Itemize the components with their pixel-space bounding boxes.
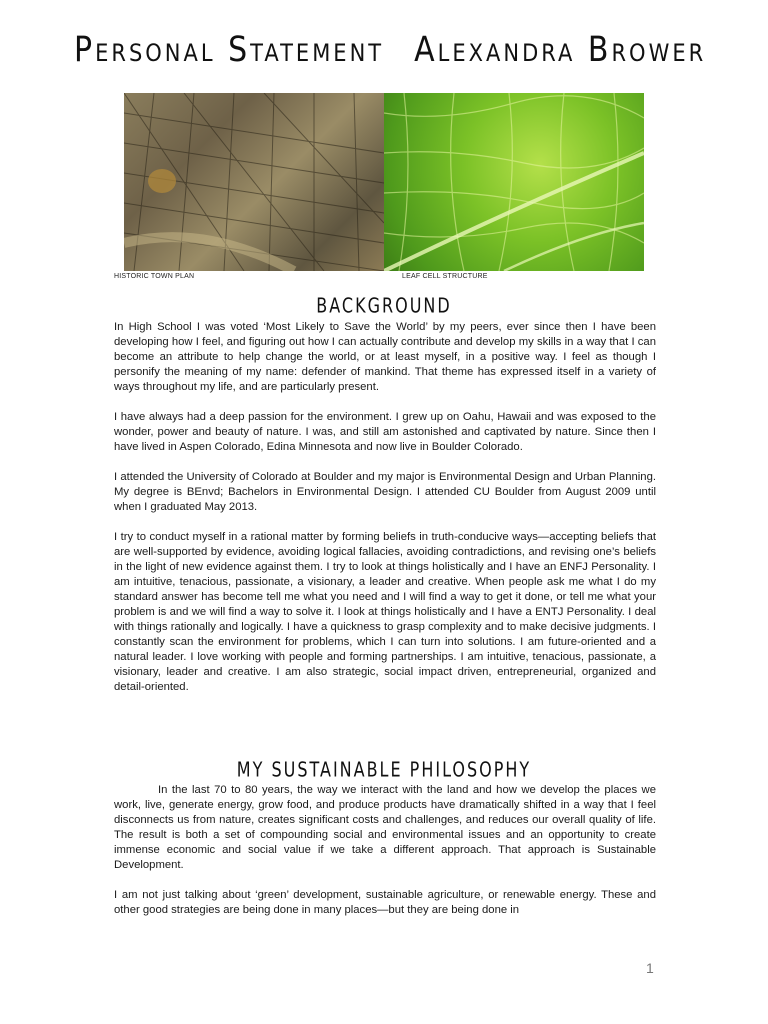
philosophy-heading: MY SUSTAINABLE PHILOSOPHY: [236, 757, 532, 782]
background-paragraph-1: In High School I was voted ‘Most Likely to Save the World’ by my peers, ever since then I have been developing how I feel, and figuring out how I can actually contribute and develop my skills in a way that I can become an attribute to help change the world, or at least myself, in a positive way. I feel as though I personify the meaning of my name: defender of mankind. That theme has expressed itself in a variety of ways throughout my life, and are particularly present.: [114, 321, 656, 393]
background-section: [114, 320, 656, 710]
title-left: Personal Statement: [74, 30, 385, 71]
leaf-cell-structure-image: [384, 93, 644, 271]
background-paragraph-3: I attended the University of Colorado at Boulder and my major is Environmental Design and Urban Planning. My degree is BEnvd; Bachelors in Environmental Design. I attended CU Boulder from August 2009 until when I graduated May 2013.: [114, 471, 656, 513]
philosophy-paragraph-2: I am not just talking about ‘green’ development, sustainable agriculture, or renewable energy. These and other good strategies are being done in many places—but they are being done in: [114, 889, 656, 916]
background-heading: BACKGROUND: [316, 293, 452, 318]
left-image-caption: HISTORIC TOWN PLAN: [114, 273, 195, 280]
historic-town-plan-image: [124, 93, 384, 271]
right-image-caption: LEAF CELL STRUCTURE: [402, 273, 488, 280]
background-paragraph-2: I have always had a deep passion for the environment. I grew up on Oahu, Hawaii and was exposed to the wonder, power and beauty of nature. I was, and still am astonished and captivated by nature. Since then I have lived in Aspen Colorado, Edina Minnesota and now live in Boulder Colorado.: [114, 411, 656, 453]
title-right: Alexandra Brower: [414, 30, 707, 71]
philosophy-section: [114, 783, 656, 933]
page-number: 1: [646, 960, 654, 976]
background-paragraph-4: I try to conduct myself in a rational matter by forming beliefs in truth-conducive ways—accepting beliefs that are well-supported by evidence, avoiding logical fallacies, avoiding contradictions, and revising one’s beliefs in the light of new evidence against them. I try to look at things holistically and I have an ENFJ Personality. I am intuitive, tenacious, passionate, a visionary, a leader and creative. When people ask me what I do my standard answer has become tell me what you need and I will find a way to get it done, or tell me what your problem is and we will find a way to solve it. I look at things holistically and I have a ENTJ Personality. I deal with things rationally and logically. I have a quickness to grasp complexity and to make decisive judgments. I constantly scan the environment for problems, which I can turn into solutions. I am future-oriented and a natural leader. I love working with people and forming partnerships. I am intuitive, tenacious, passionate, a visionary, leader and creative. I am also strategic, social impact driven, entrepreneurial, organized and detail-oriented.: [114, 531, 656, 693]
page-title: [74, 30, 707, 71]
image-row: [124, 93, 644, 271]
philosophy-paragraph-1: In the last 70 to 80 years, the way we interact with the land and how we develop the places we work, live, generate energy, grow food, and produce products have dramatically shifted in a way that I feel disconnects us from nature, creates significant costs and challenges, and reduces our overall quality of life. The result is both a set of compounding social and environmental issues and an opportunity to create immense economic and social value if we take a different approach. That approach is Sustainable Development.: [114, 784, 656, 871]
